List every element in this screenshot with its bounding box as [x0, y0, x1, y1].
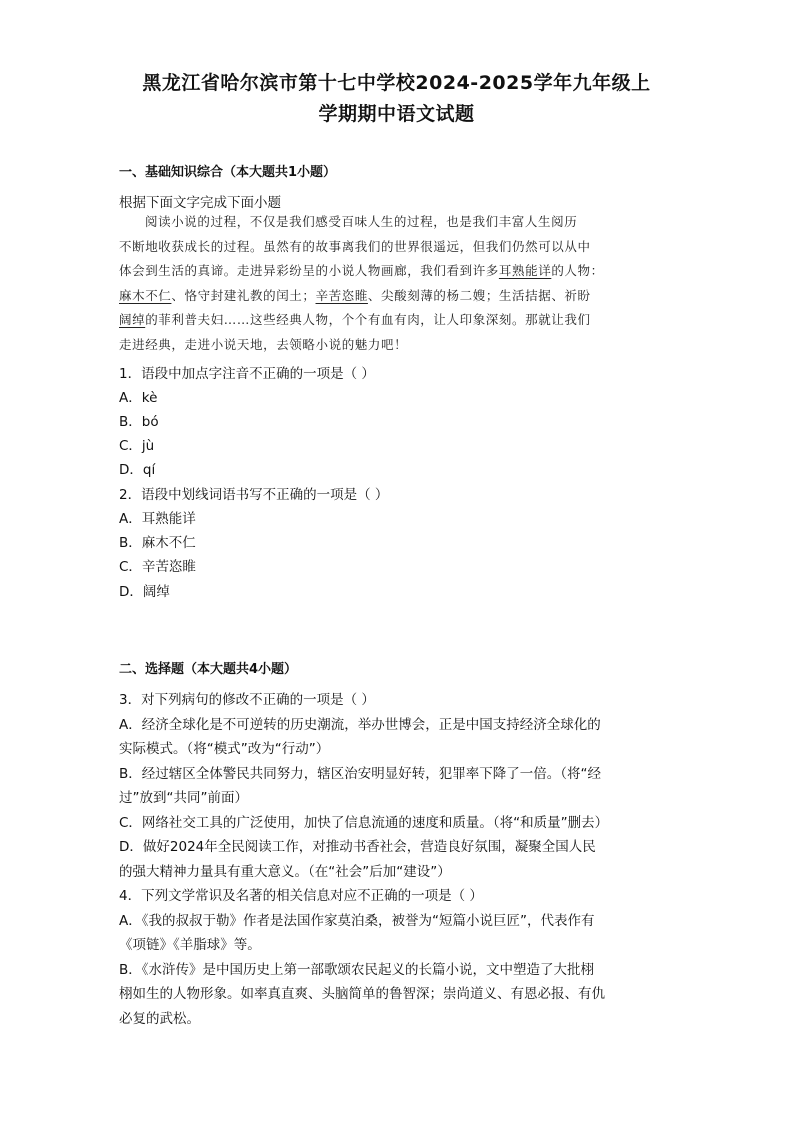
question-2-stem: 2．语段中划线词语书写不正确的一项是（ ） [119, 487, 389, 503]
q2-option-a: A．耳熟能详 [119, 511, 196, 527]
section1-heading: 一、基础知识综合（本大题共1小题） [119, 165, 337, 180]
passage-line-4 [119, 284, 679, 309]
q4-option-b-line1: B．《水浒传》是中国历史上第一部歌颂农民起义的长篇小说，文中塑造了大批栩 [119, 961, 595, 978]
page-title-line1: 黑龙江省哈尔滨市第十七中学校2024-2025学年九年级上 [142, 72, 651, 94]
section1-intro: 根据下面文字完成下面小题 [119, 195, 281, 211]
question-3-stem: 3．对下列病句的修改不正确的一项是（ ） [119, 692, 375, 708]
q1-option-b: B．bó [119, 414, 159, 430]
passage-line-2: 不断地收获成长的过程。虽然有的故事离我们的世界很遥远，但我们仍然可以从中 [119, 238, 591, 254]
passage-text: 、尖酸刻薄的杨二嫂；生活拮据、祈盼 [367, 287, 591, 303]
q1-option-a: A．kè [119, 390, 158, 406]
q3-option-b-line2: 过”放到“共同”前面） [119, 790, 248, 806]
passage-line-5 [119, 308, 679, 333]
q1-option-c: C．jù [119, 438, 155, 454]
passage-text: 的人物： [551, 263, 604, 278]
reading-passage [119, 210, 679, 357]
page-title-line2: 学期期中语文试题 [318, 103, 475, 125]
underlined-word: 耳熟能详 [498, 263, 552, 278]
q2-option-d: D．阔绰 [119, 584, 170, 600]
q4-option-a-line2: 《项链》《羊脂球》等。 [119, 937, 261, 953]
underlined-word: 阔绰 [119, 312, 146, 327]
q1-option-d: D．qí [119, 462, 156, 478]
passage-text: 体会到生活的真谛。走进异彩纷呈的小说人物画廊，我们看到许多 [119, 263, 499, 278]
q3-option-b-line1: B．经过辖区全体警民共同努力，辖区治安明显好转，犯罪率下降了一倍。（将“经 [119, 765, 602, 782]
q4-option-b-line3: 必复的武松。 [119, 1010, 200, 1027]
q2-option-b: B．麻木不仁 [119, 535, 196, 551]
q3-option-a-line1: A．经济全球化是不可逆转的历史潮流，举办世博会，正是中国支持经济全球化的 [119, 716, 601, 733]
q3-option-d-line2: 的强大精神力量具有重大意义。（在“社会”后加“建设”） [119, 863, 451, 880]
passage-text: 、恪守封建礼教的闰土； [171, 287, 316, 303]
passage-line-3 [119, 259, 679, 284]
passage-text: 的菲利普夫妇……这些经典人物，个个有血有肉，让人印象深刻。那就让我们 [145, 312, 591, 327]
passage-line-6: 走进经典，走进小说天地，去领略小说的魅力吧！ [119, 336, 408, 352]
section2-heading: 二、选择题（本大题共4小题） [119, 662, 298, 677]
passage-line-1: 阅读小说的过程，不仅是我们感受百味人生的过程，也是我们丰富人生阅历 [145, 214, 578, 229]
q3-option-c: C．网络社交工具的广泛使用，加快了信息流通的速度和质量。（将“和质量”删去） [119, 814, 609, 831]
underlined-word: 辛苦恣睢 [315, 287, 368, 303]
q4-option-b-line2: 栩如生的人物形象。如率真直爽、头脑简单的鲁智深；崇尚道义、有恩必报、有仇 [119, 986, 605, 1002]
q3-option-a-line2: 实际模式。（将“模式”改为“行动”） [119, 741, 330, 757]
q4-option-a-line1: A．《我的叔叔于勒》作者是法国作家莫泊桑，被誉为“短篇小说巨匠”，代表作有 [119, 912, 595, 929]
q2-option-c: C．辛苦恣睢 [119, 559, 196, 575]
underlined-word: 麻木不仁 [119, 287, 172, 303]
question-4 [119, 884, 684, 1031]
question-3 [119, 688, 684, 884]
question-4-stem: 4．下列文学常识及名著的相关信息对应不正确的一项是（ ） [119, 888, 483, 904]
question-1-stem: 1．语段中加点字注音不正确的一项是（ ） [119, 366, 375, 382]
q3-option-d-line1: D．做好2024年全民阅读工作，对推动书香社会，营造良好氛围，凝聚全国人民 [119, 839, 596, 855]
